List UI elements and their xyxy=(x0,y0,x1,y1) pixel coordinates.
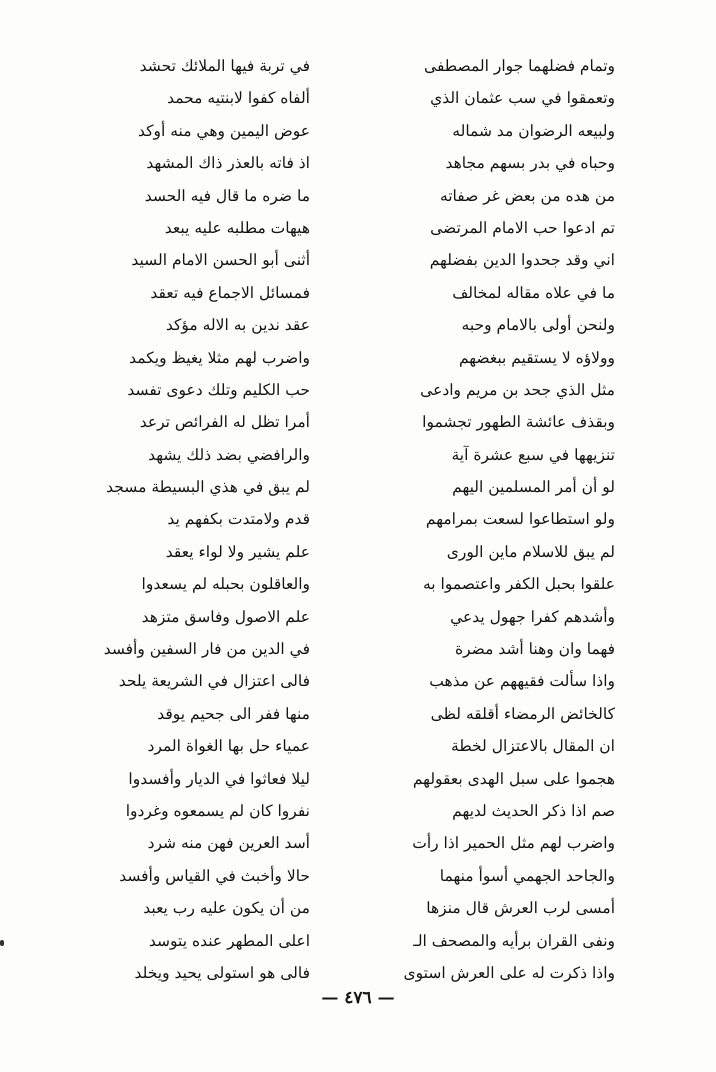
verse-line: فمسائل الاجماع فيه تعقد xyxy=(150,283,310,302)
verse-line: علم يشير ولا لواء يعقد xyxy=(165,542,310,561)
verse-line: ان المقال بالاعتزال لخطة xyxy=(451,737,615,756)
verse-line: تنزيهها في سبع عشرة آية xyxy=(451,445,615,464)
verse-line: ونفى القران برأيه والمصحف الـ xyxy=(413,931,615,950)
verse-line: نفروا كان لم يسمعوه وغردوا xyxy=(125,801,310,820)
verse-line: فهما وان وهنا أشد مضرة xyxy=(454,640,615,659)
verse-line: واذا ذكرت له على العرش استوى xyxy=(403,963,615,982)
verse-line: مثل الذي جحد بن مريم وادعى xyxy=(420,380,615,399)
verse-line: حب الكليم وتلك دعوى تفسد xyxy=(127,380,310,399)
right-column xyxy=(345,50,615,989)
verse-line: والعاقلون بحبله لم يسعدوا xyxy=(141,575,310,594)
verse-line: واضرب لهم مثلا يغيظ ويكمد xyxy=(129,348,310,367)
verse-line: وتمام فضلهما جوار المصطفى xyxy=(424,57,615,75)
verse-line: وتعمقوا في سب عثمان الذي xyxy=(430,89,615,108)
verse-line: علم الاصول وفاسق متزهد xyxy=(141,607,310,626)
scan-edge-mark xyxy=(0,940,4,946)
verse-line: اني وقد جحدوا الدين بفضلهم xyxy=(429,251,615,270)
verse-line: قدم ولامتدت بكفهم يد xyxy=(167,510,310,529)
verse-line: عقد ندين به الاله مؤكد xyxy=(165,316,310,335)
left-column xyxy=(42,50,310,989)
verse-line: منها ففر الى جحيم يوقد xyxy=(157,704,310,723)
verse-line: ما في علاه مقاله لمخالف xyxy=(452,283,615,302)
verse-line: لم يبق في هذي البسيطة مسجد xyxy=(106,478,310,497)
verse-line: والرافضي بضد ذلك يشهد xyxy=(148,445,310,464)
verse-line: هجموا على سبل الهدى بعقولهم xyxy=(412,769,615,788)
verse-line: وحباه في بدر بسهم مجاهد xyxy=(445,154,615,173)
verse-line: أمرا تظل له الفرائص ترعد xyxy=(139,413,310,432)
verse-line: وبقذف عائشة الطهور تجشموا xyxy=(422,413,615,432)
verse-line: فالى اعتزال في الشريعة يلحد xyxy=(118,672,310,691)
page-number: — ٤٧٦ — xyxy=(321,988,395,1008)
verse-line: علقوا بحبل الكفر واعتصموا به xyxy=(422,575,615,594)
verse-line: اذ فاته بالعذر ذاك المشهد xyxy=(146,154,310,173)
verse-line: عمياء حل بها الغواة المرد xyxy=(147,737,310,756)
verse-line: ما ضره ما قال فيه الحسد xyxy=(144,186,310,205)
verse-line: أمسى لرب العرش قال منزها xyxy=(426,899,615,918)
verse-line: ولو استطاعوا لسعت بمرامهم xyxy=(425,510,615,529)
verse-line: لو أن أمر المسلمين اليهم xyxy=(452,478,615,497)
verse-line: في تربة فيها الملائك تحشد xyxy=(139,57,310,75)
verse-line: حالا وأخبث في القياس وأفسد xyxy=(119,866,310,885)
verse-line: من أن يكون عليه رب يعبد xyxy=(143,899,310,918)
verse-line: فالى هو استولى يحيد ويخلد xyxy=(134,963,310,982)
verse-line: أثنى أبو الحسن الامام السيد xyxy=(131,251,310,270)
verse-line: واذا سألت فقيههم عن مذهب xyxy=(429,672,615,691)
verse-line: صم اذا ذكر الحديث لديهم xyxy=(452,801,615,820)
verse-line: اعلى المطهر عنده يتوسد xyxy=(148,931,310,950)
verse-line: وولاؤه لا يستقيم ببغضهم xyxy=(458,348,615,367)
verse-line: ليلا فعاثوا في الديار وأفسدوا xyxy=(128,769,310,788)
verse-line: والجاحد الجهمي أسوأ منهما xyxy=(439,866,615,885)
verse-line: في الدين من فار السفين وأفسد xyxy=(103,640,310,659)
verse-line: لم يبق للاسلام ماين الورى xyxy=(446,542,615,561)
verse-line: ألفاه كفوا لابنتيه محمد xyxy=(167,89,310,108)
verse-line: واضرب لهم مثل الحمير اذا رأت xyxy=(412,834,615,853)
verse-line: ولبيعه الرضوان مد شماله xyxy=(452,121,615,140)
verse-line: عوض اليمين وهي منه أوكد xyxy=(137,121,310,140)
verse-line: أسد العرين فهن منه شرد xyxy=(147,834,310,853)
verse-line: من هده من بعض غر صفاته xyxy=(439,186,615,205)
verse-line: كالخائض الرمضاء أقلقه لظى xyxy=(430,704,615,723)
verse-line: هيهات مطلبه عليه يبعد xyxy=(164,218,310,237)
verse-line: وأشدهم كفرا جهول يدعي xyxy=(450,607,615,626)
verse-line: تم ادعوا حب الامام المرتضى xyxy=(430,218,615,237)
verse-line: ولنحن أولى بالامام وحبه xyxy=(461,316,615,335)
